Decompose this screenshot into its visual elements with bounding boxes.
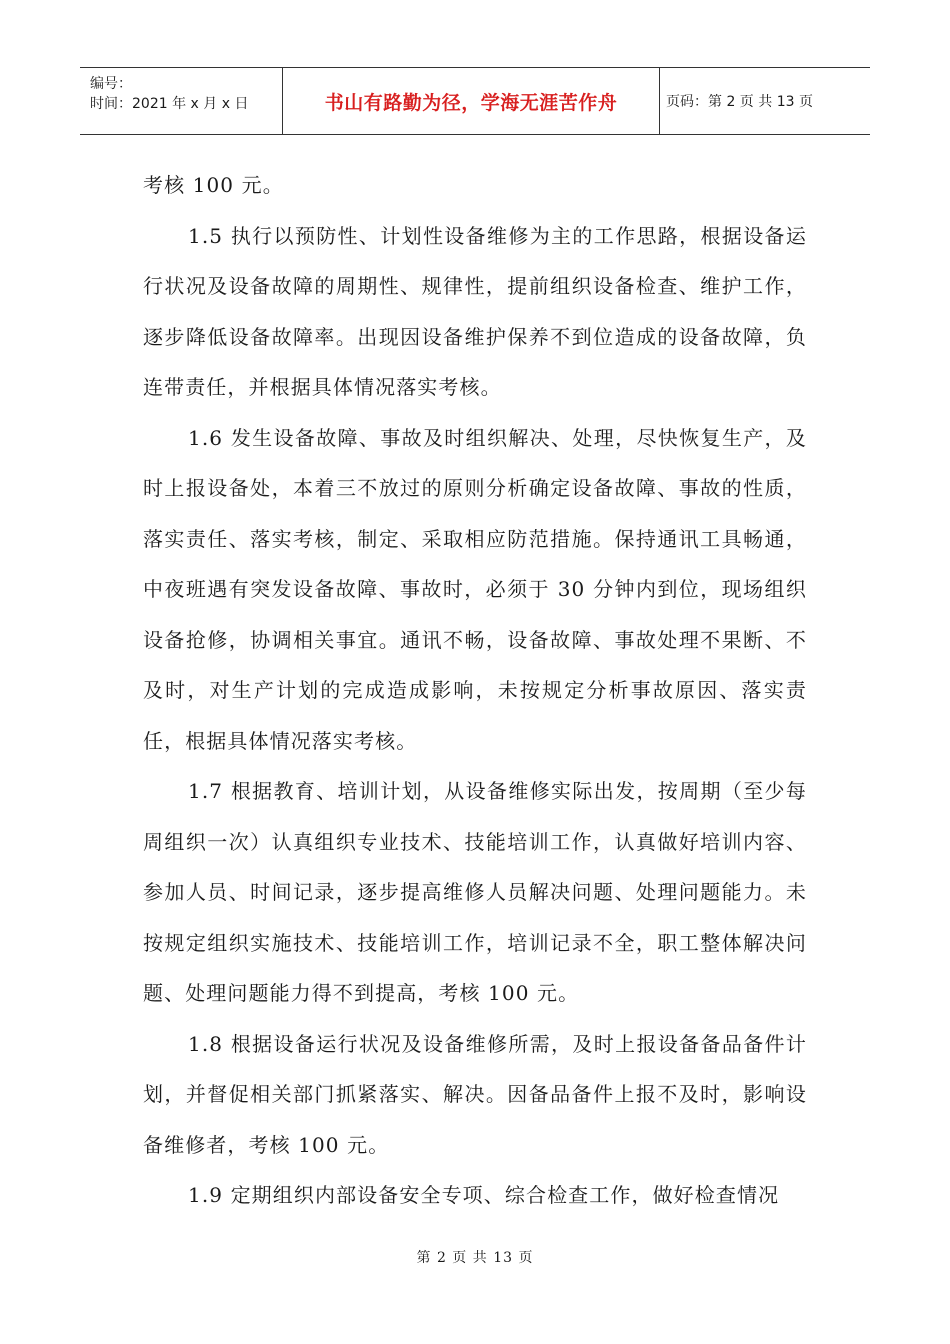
paragraph: 考核 100 元。	[143, 173, 284, 197]
document-code: 编号：	[90, 76, 132, 92]
paragraph: 1.5 执行以预防性、计划性设备维修为主的工作思路，根据设备运行状况及设备故障的周期性、规律性，提前组织设备检查、维护工作，逐步降低设备故障率。出现因设备维护保养不到位造成的设备故障，负连带责任，并根据具体情况落实考核。	[143, 223, 807, 399]
header-page-info: 页码：第 2 页 共 13 页	[666, 94, 813, 110]
page-header	[80, 67, 870, 135]
paragraph: 1.8 根据设备运行状况及设备维修所需，及时上报设备备品备件计划，并督促相关部门抓紧落实、解决。因备品备件上报不及时，影响设备维修者，考核 100 元。	[143, 1031, 807, 1157]
paragraph: 1.6 发生设备故障、事故及时组织解决、处理，尽快恢复生产，及时上报设备处，本着三不放过的原则分析确定设备故障、事故的性质，落实责任、落实考核，制定、采取相应防范措施。保持通讯工具畅通，中夜班遇有突发设备故障、事故时，必须于 30 分钟内到位，现场组织设备抢修，协调相关事宜。通讯不畅，设备故障、事故处理不果断、不及时，对生产计划的完成造成影响，未按规定分析事故原因、落实责任，根据具体情况落实考核。	[143, 425, 807, 753]
document-body	[143, 160, 807, 1221]
header-motto: 书山有路勤为径，学海无涯苦作舟	[283, 68, 660, 134]
paragraph: 1.7 根据教育、培训计划，从设备维修实际出发，按周期（至少每周组织一次）认真组织专业技术、技能培训工作，认真做好培训内容、参加人员、时间记录，逐步提高维修人员解决问题、处理问题能力。未按规定组织实施技术、技能培训工作，培训记录不全，职工整体解决问题、处理问题能力得不到提高，考核 100 元。	[143, 779, 807, 1005]
document-date: 时间：2021 年 x 月 x 日	[90, 96, 249, 112]
page-footer: 第 2 页 共 13 页	[416, 1250, 534, 1266]
header-meta	[80, 68, 283, 134]
paragraph: 1.9 定期组织内部设备安全专项、综合检查工作，做好检查情况	[188, 1183, 780, 1207]
